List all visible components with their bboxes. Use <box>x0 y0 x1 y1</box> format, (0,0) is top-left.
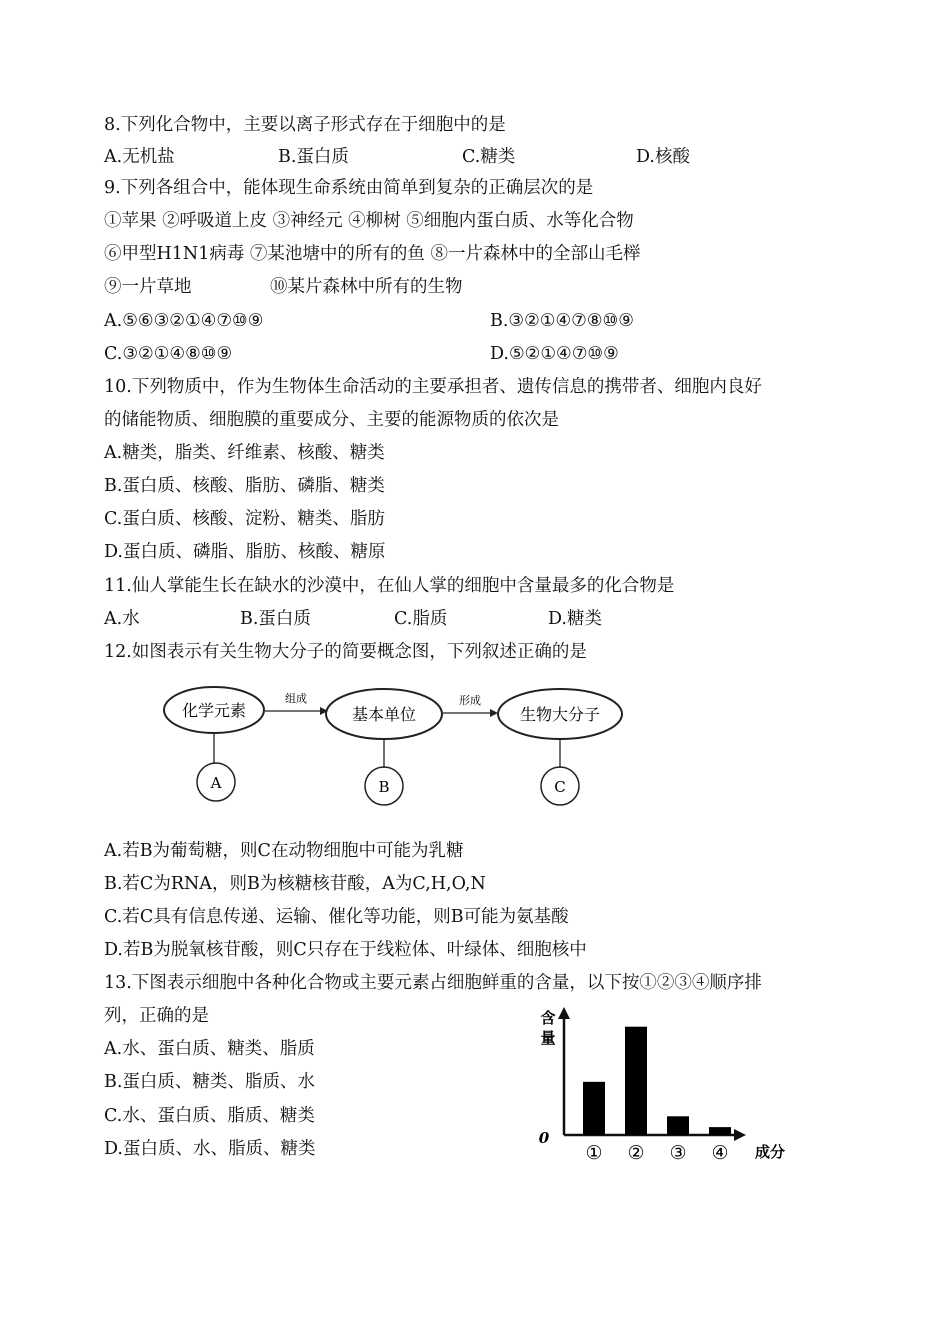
tick-label-3: ③ <box>669 1142 687 1164</box>
x-axis-arrow <box>734 1129 746 1141</box>
tick-label-1: ① <box>585 1142 603 1164</box>
bar-3 <box>667 1116 689 1135</box>
q9-items-line1: ①苹果 ②呼吸道上皮 ③神经元 ④柳树 ⑤细胞内蛋白质、水等化合物 <box>104 211 634 231</box>
q11-option-a: A.水 <box>104 609 140 629</box>
circle-a-label: A <box>210 774 222 792</box>
q9-option-c: C.③②①④⑧⑩⑨ <box>104 344 233 364</box>
q12-option-b: B.若C为RNA，则B为核糖核苷酸，A为C,H,O,N <box>104 874 486 894</box>
q12-option-d: D.若B为脱氧核苷酸，则C只存在于线粒体、叶绿体、细胞核中 <box>104 940 587 960</box>
q9-option-a: A.⑤⑥③②①④⑦⑩⑨ <box>104 311 264 331</box>
q12-option-a: A.若B为葡萄糖，则C在动物细胞中可能为乳糖 <box>104 841 464 861</box>
q10-stem-line1: 10.下列物质中，作为生物体生命活动的主要承担者、遗传信息的携带者、细胞内良好 <box>104 377 762 397</box>
origin-label: 0 <box>538 1129 550 1147</box>
q10-stem-line2: 的储能物质、细胞膜的重要成分、主要的能源物质的依次是 <box>104 410 559 430</box>
q8-option-c: C.糖类 <box>462 147 516 167</box>
q11-stem: 11.仙人掌能生长在缺水的沙漠中，在仙人掌的细胞中含量最多的化合物是 <box>104 576 675 596</box>
q9-stem: 9.下列各组合中，能体现生命系统由简单到复杂的正确层次的是 <box>104 178 594 198</box>
q10-option-c: C.蛋白质、核酸、淀粉、糖类、脂肪 <box>104 509 385 529</box>
q9-option-b: B.③②①④⑦⑧⑩⑨ <box>490 311 634 331</box>
q8-option-a: A.无机盐 <box>104 147 175 167</box>
arrow-compose-label: 组成 <box>285 692 307 705</box>
q8-option-d: D.核酸 <box>636 147 690 167</box>
node-macromolecule-label: 生物大分子 <box>519 705 601 724</box>
q12-stem: 12.如图表示有关生物大分子的简要概念图，下列叙述正确的是 <box>104 642 587 662</box>
arrow-form-label: 形成 <box>459 694 481 707</box>
q10-option-d: D.蛋白质、磷脂、脂肪、核酸、糖原 <box>104 542 386 562</box>
tick-label-2: ② <box>627 1142 645 1164</box>
circle-b-label: B <box>378 778 390 796</box>
q13-option-d: D.蛋白质、水、脂质、糖类 <box>104 1139 316 1159</box>
q11-option-c: C.脂质 <box>394 609 448 629</box>
bar-chart <box>530 1005 800 1170</box>
node-chemical-elements-label: 化学元素 <box>181 701 247 720</box>
q8-option-b: B.蛋白质 <box>278 147 349 167</box>
q9-option-d: D.⑤②①④⑦⑩⑨ <box>490 344 619 364</box>
bar-4 <box>709 1127 731 1135</box>
q10-option-a: A.糖类，脂类、纤维素、核酸、糖类 <box>104 443 385 463</box>
q11-option-b: B.蛋白质 <box>240 609 311 629</box>
q11-option-d: D.糖类 <box>548 609 602 629</box>
q10-option-b: B.蛋白质、核酸、脂肪、磷脂、糖类 <box>104 476 385 496</box>
circle-c-label: C <box>554 778 566 796</box>
concept-diagram <box>150 680 650 815</box>
arrow-form-head <box>490 709 498 717</box>
q9-item-9: ⑨一片草地 <box>104 277 192 297</box>
x-axis-label: 成分 <box>754 1143 786 1161</box>
q13-option-c: C.水、蛋白质、脂质、糖类 <box>104 1106 315 1126</box>
y-axis-label-bottom: 量 <box>540 1029 556 1047</box>
q13-stem-line2: 列，正确的是 <box>104 1006 209 1026</box>
bar-2 <box>625 1027 647 1135</box>
tick-label-4: ④ <box>711 1142 729 1164</box>
y-axis-arrow <box>558 1007 570 1019</box>
y-axis-label-top: 含 <box>540 1009 556 1027</box>
bar-1 <box>583 1082 605 1135</box>
q13-option-a: A.水、蛋白质、糖类、脂质 <box>104 1039 315 1059</box>
node-basic-unit-label: 基本单位 <box>351 705 417 724</box>
q13-stem-line1: 13.下图表示细胞中各种化合物或主要元素占细胞鲜重的含量，以下按①②③④顺序排 <box>104 973 762 993</box>
q9-items-line2: ⑥甲型H1N1病毒 ⑦某池塘中的所有的鱼 ⑧一片森林中的全部山毛榉 <box>104 244 641 264</box>
q13-option-b: B.蛋白质、糖类、脂质、水 <box>104 1072 315 1092</box>
q9-item-10: ⑩某片森林中所有的生物 <box>270 277 463 297</box>
q12-option-c: C.若C具有信息传递、运输、催化等功能，则B可能为氨基酸 <box>104 907 569 927</box>
q8-stem: 8.下列化合物中，主要以离子形式存在于细胞中的是 <box>104 115 506 135</box>
